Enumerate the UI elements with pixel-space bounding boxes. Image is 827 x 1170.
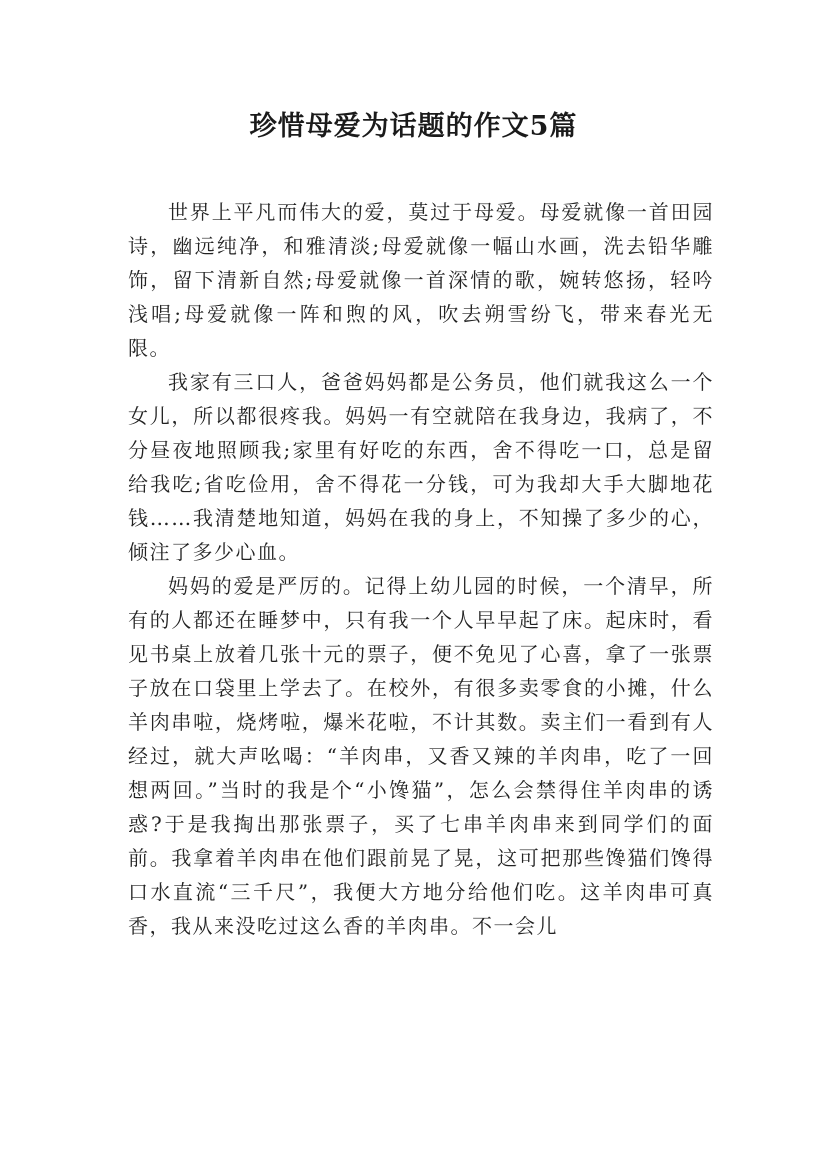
- page-title: 珍惜母爱为话题的作文5篇: [249, 111, 578, 142]
- document-body: [128, 195, 714, 943]
- paragraph: 世界上平凡而伟大的爱，莫过于母爱。母爱就像一首田园诗，幽远纯净，和雅清淡;母爱就像一幅山水画，洗去铅华雕饰，留下清新自然;母爱就像一首深情的歌，婉转悠扬，轻吟浅唱;母爱就像一阵和煦的风，吹去朔雪纷飞，带来春光无限。: [128, 200, 714, 360]
- paragraph: 我家有三口人，爸爸妈妈都是公务员，他们就我这么一个女儿，所以都很疼我。妈妈一有空就陪在我身边，我病了，不分昼夜地照顾我;家里有好吃的东西，舍不得吃一口，总是留给我吃;省吃俭用，舍不得花一分钱，可为我却大手大脚地花钱……我清楚地知道，妈妈在我的身上，不知操了多少的心，倾注了多少心血。: [128, 370, 714, 564]
- paragraph: 妈妈的爱是严厉的。记得上幼儿园的时候，一个清早，所有的人都还在睡梦中，只有我一个人早早起了床。起床时，看见书桌上放着几张十元的票子，便不免见了心喜，拿了一张票子放在口袋里上学去了。在校外，有很多卖零食的小摊，什么羊肉串啦，烧烤啦，爆米花啦，不计其数。卖主们一看到有人经过，就大声吆喝：“羊肉串，又香又辣的羊肉串，吃了一回想两回。”当时的我是个“小馋猫”，怎么会禁得住羊肉串的诱惑?于是我掏出那张票子，买了七串羊肉串来到同学们的面前。我拿着羊肉串在他们跟前晃了晃，这可把那些馋猫们馋得口水直流“三千尺”，我便大方地分给他们吃。这羊肉串可真香，我从来没吃过这么香的羊肉串。不一会儿: [128, 574, 714, 938]
